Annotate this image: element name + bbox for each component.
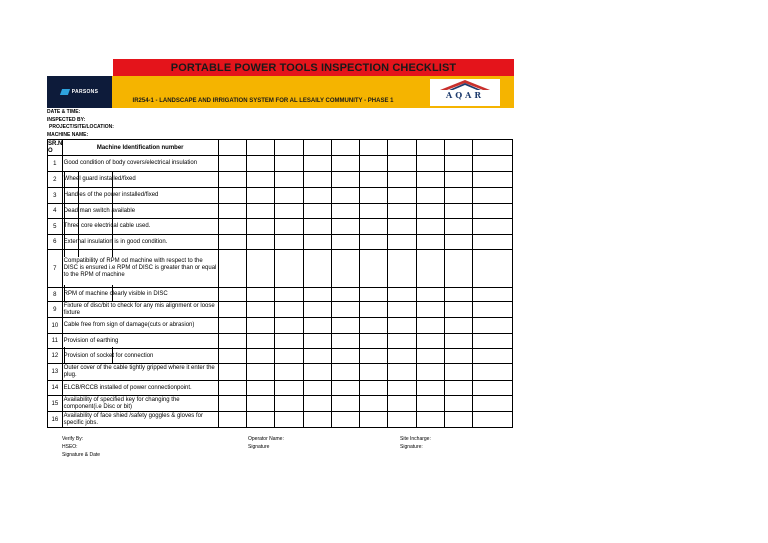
check-cell[interactable] bbox=[275, 188, 303, 204]
footer-verify bbox=[62, 435, 100, 459]
check-cell[interactable] bbox=[444, 188, 472, 204]
check-cell[interactable] bbox=[360, 219, 388, 235]
check-cell[interactable] bbox=[303, 318, 331, 334]
checklist-item: Good condition of body covers/electrical insulation bbox=[62, 156, 218, 172]
grid-overlay-line bbox=[112, 171, 113, 257]
check-cell[interactable] bbox=[416, 204, 444, 219]
check-cell[interactable] bbox=[218, 334, 246, 349]
table-row bbox=[48, 204, 513, 219]
table-row bbox=[48, 412, 513, 428]
check-cell[interactable] bbox=[275, 172, 303, 188]
check-cell[interactable] bbox=[275, 318, 303, 334]
check-cell[interactable] bbox=[416, 188, 444, 204]
aqar-logo-text: AQAR bbox=[445, 90, 485, 100]
row-number: 2 bbox=[48, 172, 63, 188]
check-cell[interactable] bbox=[331, 235, 359, 250]
check-cell[interactable] bbox=[303, 396, 331, 412]
site-incharge-label: Site Incharge: bbox=[400, 436, 431, 442]
check-cell[interactable] bbox=[331, 288, 359, 302]
title-bar bbox=[113, 59, 514, 76]
check-cell[interactable] bbox=[303, 156, 331, 172]
check-cell[interactable] bbox=[416, 219, 444, 235]
check-cell[interactable] bbox=[246, 302, 274, 318]
row-number: 3 bbox=[48, 188, 63, 204]
check-cell[interactable] bbox=[246, 250, 274, 288]
check-cell[interactable] bbox=[246, 334, 274, 349]
check-cell[interactable] bbox=[275, 396, 303, 412]
check-cell[interactable] bbox=[416, 349, 444, 364]
row-number: 16 bbox=[48, 412, 63, 428]
check-cell[interactable] bbox=[218, 188, 246, 204]
row-number: 15 bbox=[48, 396, 63, 412]
checklist-item: Fixture of disc/bit to check for any mis alignment or loose fixture bbox=[62, 302, 218, 318]
check-cell[interactable] bbox=[473, 288, 513, 302]
check-cell[interactable] bbox=[473, 364, 513, 381]
check-cell[interactable] bbox=[275, 381, 303, 396]
check-cell[interactable] bbox=[473, 235, 513, 250]
check-cell[interactable] bbox=[444, 235, 472, 250]
check-cell[interactable] bbox=[360, 412, 388, 428]
check-cell[interactable] bbox=[218, 219, 246, 235]
check-cell[interactable] bbox=[473, 412, 513, 428]
check-cell[interactable] bbox=[416, 172, 444, 188]
check-cell[interactable] bbox=[444, 318, 472, 334]
check-cell[interactable] bbox=[331, 250, 359, 288]
check-cell[interactable] bbox=[246, 396, 274, 412]
checklist-item: RPM of machine clearly visible in DISC bbox=[62, 288, 218, 302]
parsons-logo bbox=[47, 76, 112, 108]
signature-date-label: Signature & Date bbox=[62, 452, 101, 458]
check-cell[interactable] bbox=[473, 204, 513, 219]
check-cell[interactable] bbox=[388, 288, 416, 302]
verify-by-label: Verify By: bbox=[62, 436, 84, 442]
check-cell[interactable] bbox=[218, 349, 246, 364]
check-cell[interactable] bbox=[218, 235, 246, 250]
check-cell[interactable] bbox=[416, 302, 444, 318]
check-cell[interactable] bbox=[444, 288, 472, 302]
check-cell[interactable] bbox=[331, 381, 359, 396]
check-cell[interactable] bbox=[246, 381, 274, 396]
check-cell[interactable] bbox=[360, 318, 388, 334]
row-number: 5 bbox=[48, 219, 63, 235]
check-cell[interactable] bbox=[388, 334, 416, 349]
check-cell[interactable] bbox=[218, 318, 246, 334]
check-cell[interactable] bbox=[473, 302, 513, 318]
check-cell[interactable] bbox=[303, 219, 331, 235]
check-cell[interactable] bbox=[388, 412, 416, 428]
check-cell[interactable] bbox=[360, 334, 388, 349]
checklist-item: Three core electrical cable used. bbox=[62, 219, 218, 235]
machine-column-cell[interactable] bbox=[444, 140, 472, 156]
table-row bbox=[48, 364, 513, 381]
check-cell[interactable] bbox=[246, 219, 274, 235]
check-cell[interactable] bbox=[473, 381, 513, 396]
machine-id-header: Machine Identification number bbox=[62, 140, 218, 156]
check-cell[interactable] bbox=[331, 219, 359, 235]
machine-column-cell[interactable] bbox=[246, 140, 274, 156]
check-cell[interactable] bbox=[218, 302, 246, 318]
check-cell[interactable] bbox=[388, 349, 416, 364]
check-cell[interactable] bbox=[388, 235, 416, 250]
check-cell[interactable] bbox=[444, 219, 472, 235]
check-cell[interactable] bbox=[218, 288, 246, 302]
check-cell[interactable] bbox=[416, 318, 444, 334]
check-cell[interactable] bbox=[416, 250, 444, 288]
check-cell[interactable] bbox=[388, 219, 416, 235]
footer-operator bbox=[248, 435, 284, 451]
check-cell[interactable] bbox=[303, 172, 331, 188]
check-cell[interactable] bbox=[331, 349, 359, 364]
check-cell[interactable] bbox=[473, 349, 513, 364]
row-number: 13 bbox=[48, 364, 63, 381]
check-cell[interactable] bbox=[388, 250, 416, 288]
check-cell[interactable] bbox=[275, 364, 303, 381]
inspection-table bbox=[47, 139, 513, 428]
machine-column-cell[interactable] bbox=[303, 140, 331, 156]
machine-column-cell[interactable] bbox=[473, 140, 513, 156]
check-cell[interactable] bbox=[303, 288, 331, 302]
check-cell[interactable] bbox=[303, 381, 331, 396]
check-cell[interactable] bbox=[416, 381, 444, 396]
check-cell[interactable] bbox=[444, 172, 472, 188]
check-cell[interactable] bbox=[388, 188, 416, 204]
check-cell[interactable] bbox=[331, 396, 359, 412]
check-cell[interactable] bbox=[473, 172, 513, 188]
machine-column-cell[interactable] bbox=[218, 140, 246, 156]
check-cell[interactable] bbox=[218, 172, 246, 188]
check-cell[interactable] bbox=[444, 334, 472, 349]
machine-column-cell[interactable] bbox=[388, 140, 416, 156]
check-cell[interactable] bbox=[416, 235, 444, 250]
check-cell[interactable] bbox=[416, 412, 444, 428]
check-cell[interactable] bbox=[246, 318, 274, 334]
check-cell[interactable] bbox=[331, 364, 359, 381]
meta-machine-name: MACHINE NAME: bbox=[47, 132, 89, 138]
project-subtitle: IR254-1 - LANDSCAPE AND IRRIGATION SYSTEM FOR AL LESAILY COMMUNITY - PHASE 1 bbox=[132, 98, 394, 104]
checklist-item: Dead man switch available bbox=[62, 204, 218, 219]
check-cell[interactable] bbox=[331, 302, 359, 318]
check-cell[interactable] bbox=[416, 364, 444, 381]
machine-column-cell[interactable] bbox=[360, 140, 388, 156]
check-cell[interactable] bbox=[275, 334, 303, 349]
check-cell[interactable] bbox=[275, 412, 303, 428]
check-cell[interactable] bbox=[303, 235, 331, 250]
check-cell[interactable] bbox=[246, 412, 274, 428]
parsons-mark-icon bbox=[60, 89, 70, 95]
meta-date-time: DATE & TIME: bbox=[47, 109, 81, 115]
check-cell[interactable] bbox=[360, 364, 388, 381]
checklist-item: External insulation is in good condition. bbox=[62, 235, 218, 250]
checklist-item: Provision of socket for connection bbox=[62, 349, 218, 364]
table-row bbox=[48, 334, 513, 349]
check-cell[interactable] bbox=[303, 302, 331, 318]
check-cell[interactable] bbox=[473, 250, 513, 288]
check-cell[interactable] bbox=[360, 381, 388, 396]
check-cell[interactable] bbox=[303, 412, 331, 428]
check-cell[interactable] bbox=[303, 204, 331, 219]
row-number: 8 bbox=[48, 288, 63, 302]
checklist-item: Outer cover of the cable tightly gripped where it enter the plug. bbox=[62, 364, 218, 381]
check-cell[interactable] bbox=[388, 364, 416, 381]
table-row bbox=[48, 302, 513, 318]
checklist-item: Cable free from sign of damage(cuts or abrasion) bbox=[62, 318, 218, 334]
check-cell[interactable] bbox=[444, 381, 472, 396]
check-cell[interactable] bbox=[473, 318, 513, 334]
check-cell[interactable] bbox=[218, 381, 246, 396]
check-cell[interactable] bbox=[444, 412, 472, 428]
check-cell[interactable] bbox=[275, 204, 303, 219]
machine-column-cell[interactable] bbox=[275, 140, 303, 156]
grid-overlay-line bbox=[112, 285, 113, 301]
check-cell[interactable] bbox=[218, 412, 246, 428]
meta-inspected-by: INSPECTED BY: bbox=[47, 117, 86, 123]
check-cell[interactable] bbox=[303, 188, 331, 204]
check-cell[interactable] bbox=[303, 250, 331, 288]
grid-overlay-line bbox=[64, 285, 65, 301]
check-cell[interactable] bbox=[416, 334, 444, 349]
check-cell[interactable] bbox=[331, 204, 359, 219]
machine-column-cell[interactable] bbox=[331, 140, 359, 156]
check-cell[interactable] bbox=[416, 156, 444, 172]
check-cell[interactable] bbox=[246, 349, 274, 364]
footer-site-incharge bbox=[400, 435, 431, 451]
check-cell[interactable] bbox=[360, 235, 388, 250]
check-cell[interactable] bbox=[246, 172, 274, 188]
grid-overlay-line bbox=[64, 347, 65, 363]
check-cell[interactable] bbox=[388, 172, 416, 188]
table-row bbox=[48, 250, 513, 288]
check-cell[interactable] bbox=[360, 188, 388, 204]
check-cell[interactable] bbox=[360, 250, 388, 288]
check-cell[interactable] bbox=[218, 156, 246, 172]
check-cell[interactable] bbox=[388, 204, 416, 219]
machine-column-cell[interactable] bbox=[416, 140, 444, 156]
check-cell[interactable] bbox=[473, 156, 513, 172]
check-cell[interactable] bbox=[444, 364, 472, 381]
operator-signature-label: Signature bbox=[248, 444, 270, 450]
table-row bbox=[48, 188, 513, 204]
grid-overlay-line bbox=[78, 171, 79, 257]
checklist-item: Compatibility of RPM od machine with respect to the DISC is ensured i.e RPM of DISC is greater than or equal to the RPM of machine bbox=[62, 250, 218, 288]
check-cell[interactable] bbox=[275, 156, 303, 172]
table-row bbox=[48, 288, 513, 302]
check-cell[interactable] bbox=[303, 334, 331, 349]
check-cell[interactable] bbox=[218, 364, 246, 381]
parsons-logo-text: PARSONS bbox=[71, 89, 99, 95]
aqar-logo bbox=[430, 79, 500, 106]
table-header-row bbox=[48, 140, 513, 156]
table-row bbox=[48, 172, 513, 188]
check-cell[interactable] bbox=[275, 235, 303, 250]
check-cell[interactable] bbox=[416, 288, 444, 302]
check-cell[interactable] bbox=[331, 412, 359, 428]
check-cell[interactable] bbox=[246, 288, 274, 302]
check-cell[interactable] bbox=[444, 250, 472, 288]
check-cell[interactable] bbox=[360, 172, 388, 188]
check-cell[interactable] bbox=[360, 204, 388, 219]
check-cell[interactable] bbox=[360, 302, 388, 318]
check-cell[interactable] bbox=[303, 349, 331, 364]
check-cell[interactable] bbox=[388, 156, 416, 172]
site-incharge-signature-label: Signature: bbox=[400, 444, 423, 450]
check-cell[interactable] bbox=[416, 396, 444, 412]
check-cell[interactable] bbox=[331, 318, 359, 334]
row-number: 1 bbox=[48, 156, 63, 172]
check-cell[interactable] bbox=[246, 235, 274, 250]
check-cell[interactable] bbox=[360, 396, 388, 412]
checklist-item: Availability of specified key for changing the component(i.e Disc or bit) bbox=[62, 396, 218, 412]
table-row bbox=[48, 219, 513, 235]
row-number: 14 bbox=[48, 381, 63, 396]
meta-project-site: PROJECT/SITE/LOCATION: bbox=[49, 124, 114, 130]
check-cell[interactable] bbox=[444, 302, 472, 318]
checklist-item: Provision of earthing bbox=[62, 334, 218, 349]
check-cell[interactable] bbox=[275, 219, 303, 235]
table-row bbox=[48, 349, 513, 364]
table-row bbox=[48, 156, 513, 172]
check-cell[interactable] bbox=[331, 334, 359, 349]
check-cell[interactable] bbox=[246, 156, 274, 172]
row-number: 10 bbox=[48, 318, 63, 334]
table-row bbox=[48, 235, 513, 250]
check-cell[interactable] bbox=[275, 349, 303, 364]
row-number: 11 bbox=[48, 334, 63, 349]
row-number: 6 bbox=[48, 235, 63, 250]
checklist-item: Wheel guard installed/fixed bbox=[62, 172, 218, 188]
check-cell[interactable] bbox=[444, 204, 472, 219]
check-cell[interactable] bbox=[473, 219, 513, 235]
check-cell[interactable] bbox=[444, 396, 472, 412]
check-cell[interactable] bbox=[275, 250, 303, 288]
check-cell[interactable] bbox=[246, 364, 274, 381]
hseo-label: HSEO: bbox=[62, 444, 78, 450]
grid-overlay-line bbox=[112, 347, 113, 363]
check-cell[interactable] bbox=[473, 188, 513, 204]
check-cell[interactable] bbox=[218, 204, 246, 219]
row-number: 12 bbox=[48, 349, 63, 364]
check-cell[interactable] bbox=[218, 250, 246, 288]
check-cell[interactable] bbox=[331, 188, 359, 204]
check-cell[interactable] bbox=[360, 156, 388, 172]
check-cell[interactable] bbox=[331, 172, 359, 188]
check-cell[interactable] bbox=[246, 204, 274, 219]
table-row bbox=[48, 318, 513, 334]
check-cell[interactable] bbox=[473, 334, 513, 349]
check-cell[interactable] bbox=[218, 396, 246, 412]
operator-name-label: Operator Name: bbox=[248, 436, 284, 442]
check-cell[interactable] bbox=[388, 396, 416, 412]
check-cell[interactable] bbox=[331, 156, 359, 172]
check-cell[interactable] bbox=[275, 288, 303, 302]
check-cell[interactable] bbox=[360, 349, 388, 364]
check-cell[interactable] bbox=[275, 302, 303, 318]
row-number: 7 bbox=[48, 250, 63, 288]
check-cell[interactable] bbox=[388, 318, 416, 334]
check-cell[interactable] bbox=[388, 381, 416, 396]
grid-overlay-line bbox=[64, 171, 65, 257]
check-cell[interactable] bbox=[444, 156, 472, 172]
table-row bbox=[48, 381, 513, 396]
checklist-item: Availability of face shied /safety goggles & gloves for specific jobs. bbox=[62, 412, 218, 428]
check-cell[interactable] bbox=[360, 288, 388, 302]
checklist-item: Handles of the power installed/fixed bbox=[62, 188, 218, 204]
table-row bbox=[48, 396, 513, 412]
page-title: PORTABLE POWER TOOLS INSPECTION CHECKLIST bbox=[170, 61, 457, 74]
sr-header: SR.N O bbox=[48, 140, 63, 154]
check-cell[interactable] bbox=[303, 364, 331, 381]
check-cell[interactable] bbox=[444, 349, 472, 364]
check-cell[interactable] bbox=[388, 302, 416, 318]
check-cell[interactable] bbox=[473, 396, 513, 412]
row-number: 9 bbox=[48, 302, 63, 318]
row-number: 4 bbox=[48, 204, 63, 219]
check-cell[interactable] bbox=[246, 188, 274, 204]
checklist-item: ELCB/RCCB installed of power connectionpoint. bbox=[62, 381, 218, 396]
